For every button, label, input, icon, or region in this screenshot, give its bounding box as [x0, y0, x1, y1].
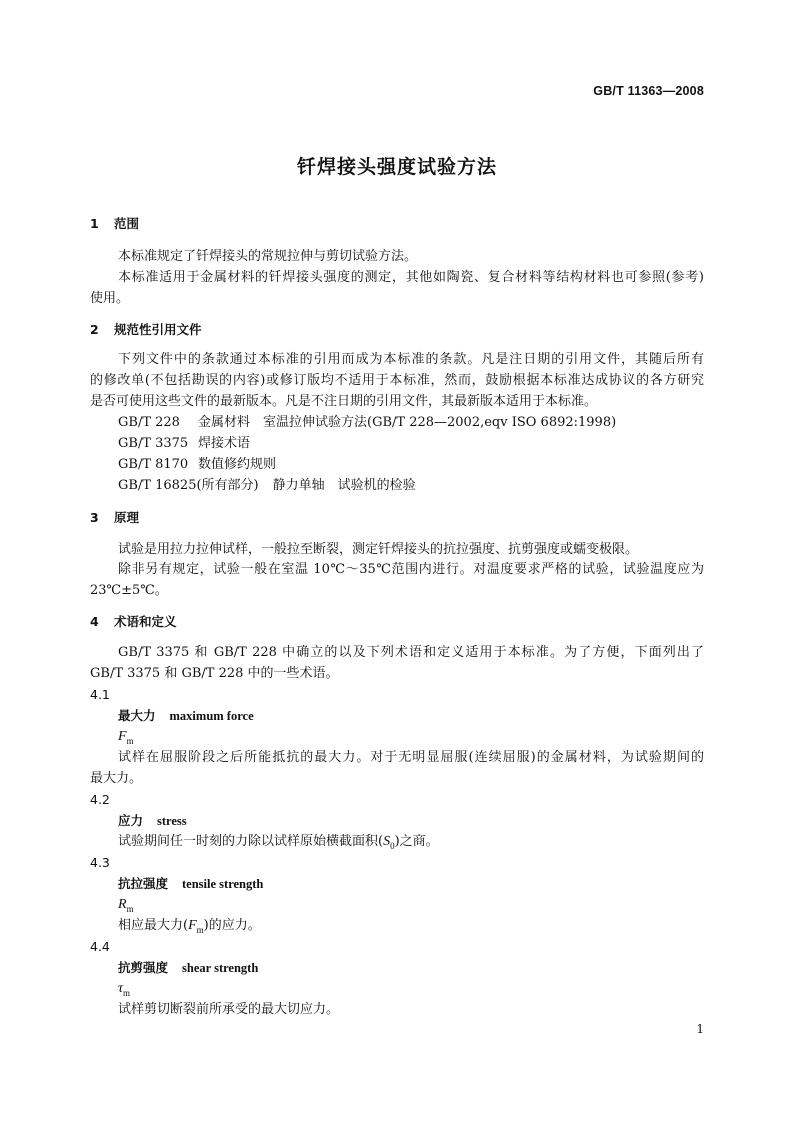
clause-number: 4.1: [90, 687, 110, 702]
term-en: maximum force: [169, 709, 254, 723]
section-1-heading: [90, 214, 704, 234]
term-entry: [118, 706, 704, 726]
paragraph-continuation: 是否可使用这些文件的最新版本。凡是不注日期的引用文件，其最新版本适用于本标准。: [90, 394, 598, 409]
reference-code: GB/T 3375: [118, 436, 189, 451]
section-title: 规范性引用文件: [114, 322, 202, 337]
term-entry: [118, 874, 704, 894]
paragraph: 下列文件中的条款通过本标准的引用而成为本标准的条款。凡是注日期的引用文件，其随后所有: [118, 352, 704, 367]
clause-number: 4.3: [90, 855, 110, 870]
definition-text: )之商。: [394, 834, 439, 849]
reference-title: 静力单轴 试验机的检验: [272, 478, 416, 493]
symbol-subscript: m: [196, 924, 204, 935]
section-number: 4: [90, 614, 99, 629]
paragraph: 本标准规定了钎焊接头的常规拉伸与剪切试验方法。: [118, 249, 418, 264]
reference-title: 数值修约规则: [198, 457, 277, 472]
symbol-subscript: m: [126, 735, 134, 746]
paragraph-continuation: 23℃±5℃。: [90, 583, 168, 598]
section-3-heading: [90, 508, 704, 528]
reference-title: 金属材料 室温拉伸试验方法(GB/T 228—2002,eqv ISO 6892:1998): [198, 415, 617, 430]
section-title: 原理: [114, 510, 140, 525]
symbol-letter: R: [118, 897, 127, 912]
term-en: tensile strength: [182, 877, 264, 891]
reference-code: GB/T 8170: [118, 457, 189, 472]
reference-item: [118, 434, 704, 454]
definition-text: 试验期间任一时刻的力除以试样原始横截面积(: [118, 834, 384, 849]
term-en: shear strength: [182, 961, 259, 975]
reference-code: GB/T 228: [118, 415, 180, 430]
reference-code: GB/T 16825(所有部分): [118, 478, 259, 493]
reference-item: [118, 413, 704, 433]
definition-text: )的应力。: [203, 918, 261, 933]
term-definition-continuation: 最大力。: [90, 771, 143, 786]
symbol: [118, 729, 134, 744]
section-title: 术语和定义: [114, 614, 177, 629]
symbol: [118, 897, 134, 912]
paragraph: 除非另有规定，试验一般在室温 10℃～35℃范围内进行。对温度要求严格的试验，试验温度应为: [118, 562, 704, 577]
symbol: [118, 981, 130, 996]
symbol: [188, 918, 204, 933]
section-number: 3: [90, 510, 99, 525]
paragraph: 试验是用拉力拉伸试样，一般拉至断裂，测定钎焊接头的抗拉强度、抗剪强度或蠕变极限。: [118, 542, 639, 557]
page-number: 1: [696, 1022, 704, 1036]
term-zh: 抗拉强度: [118, 876, 169, 891]
reference-item: [118, 455, 704, 475]
symbol-letter: F: [188, 918, 197, 933]
term-entry: [118, 811, 704, 831]
symbol: [383, 834, 395, 849]
symbol-subscript: m: [123, 987, 131, 998]
section-4-heading: [90, 612, 704, 632]
document-title: 钎焊接头强度试验方法: [296, 156, 497, 178]
term-definition: 试样剪切断裂前所承受的最大切应力。: [118, 1002, 340, 1017]
definition-text: 相应最大力(: [118, 918, 189, 933]
reference-item: [118, 476, 704, 496]
symbol-letter: F: [118, 729, 127, 744]
symbol-letter: τ: [118, 981, 124, 996]
reference-title: 焊接术语: [198, 436, 251, 451]
paragraph-continuation: 的修改单(不包括勘误的内容)或修订版均不适用于本标准，然而，鼓励根据本标准达成协议的各方研究: [90, 373, 704, 388]
term-zh: 抗剪强度: [118, 960, 169, 975]
paragraph: GB/T 3375 和 GB/T 228 中确立的以及下列术语和定义适用于本标准。为了方便，下面列出了: [118, 645, 704, 660]
symbol-letter: S: [383, 834, 391, 849]
symbol-subscript: 0: [390, 840, 395, 851]
term-definition: 试样在屈服阶段之后所能抵抗的最大力。对于无明显屈服(连续屈服)的金属材料，为试验期间的: [118, 750, 704, 765]
term-entry: [118, 958, 704, 978]
paragraph-continuation: 使用。: [90, 291, 130, 306]
term-en: stress: [157, 814, 187, 828]
section-number: 2: [90, 322, 99, 337]
standard-number: GB/T 11363—2008: [593, 84, 704, 98]
term-zh: 应力: [118, 813, 144, 828]
clause-number: 4.2: [90, 792, 110, 807]
section-title: 范围: [114, 216, 140, 231]
paragraph: 本标准适用于金属材料的钎焊接头强度的测定，其他如陶瓷、复合材料等结构材料也可参照(参考): [118, 270, 704, 285]
section-2-heading: [90, 320, 704, 340]
term-zh: 最大力: [118, 708, 156, 723]
symbol-subscript: m: [126, 903, 134, 914]
clause-number: 4.4: [90, 939, 110, 954]
paragraph-continuation: GB/T 3375 和 GB/T 228 中的一些术语。: [90, 666, 339, 681]
section-number: 1: [90, 216, 99, 231]
